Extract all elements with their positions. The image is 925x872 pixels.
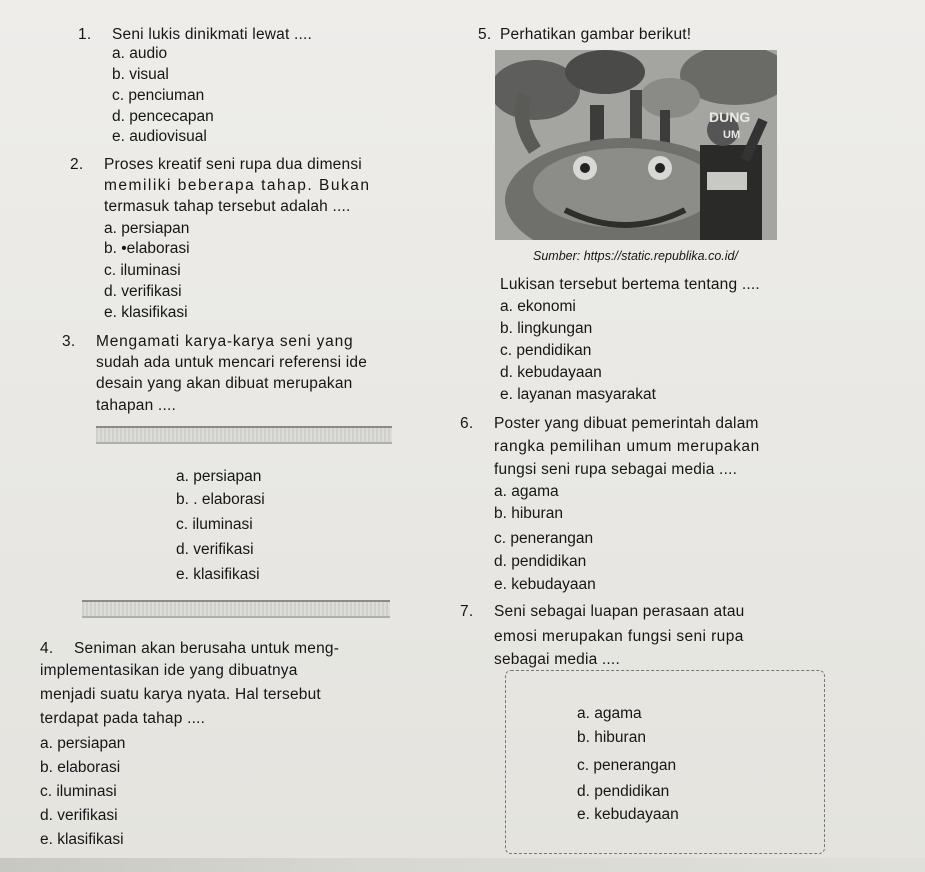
q2-option-b: b. •elaborasi <box>104 240 190 257</box>
q2-option-d: d. verifikasi <box>104 283 182 300</box>
q4-line-2: implementasikan ide yang dibuatnya <box>40 662 298 679</box>
q2-line-3: termasuk tahap tersebut adalah .... <box>104 198 351 215</box>
q3-line-2: sudah ada untuk mencari referensi ide <box>96 354 368 371</box>
q2-option-e: e. klasifikasi <box>104 304 188 321</box>
page-bottom-edge <box>0 858 925 872</box>
q5-option-c: c. pendidikan <box>500 342 592 359</box>
q4-line-3: menjadi suatu karya nyata. Hal tersebut <box>40 686 321 703</box>
q2-line-1: Proses kreatif seni rupa dua dimensi <box>104 156 362 173</box>
q5-option-d: d. kebudayaan <box>500 364 602 381</box>
q3-number: 3. <box>62 333 76 350</box>
q2-option-a: a. persiapan <box>104 220 190 237</box>
q3-option-e: e. klasifikasi <box>176 566 260 583</box>
q4-line-1: Seniman akan berusaha untuk meng- <box>74 640 340 657</box>
q1-option-d: d. pencecapan <box>112 108 214 125</box>
q1-text: Seni lukis dinikmati lewat .... <box>112 26 313 43</box>
q6-option-d: d. pendidikan <box>494 553 587 570</box>
q3-line-3: desain yang akan dibuat merupakan <box>96 375 353 392</box>
q3-option-a: a. persiapan <box>176 468 262 485</box>
q5-source: Sumber: https://static.republika.co.id/ <box>533 249 738 263</box>
q3-line-1: Mengamati karya-karya seni yang <box>96 333 354 350</box>
q5-question: Lukisan tersebut bertema tentang .... <box>500 276 760 293</box>
q1-number: 1. <box>78 26 92 43</box>
painting-illustration <box>495 50 777 240</box>
q7-option-e: e. kebudayaan <box>577 806 679 823</box>
q7-option-d: d. pendidikan <box>577 783 670 800</box>
q2-line-2: memiliki beberapa tahap. Bukan <box>104 177 371 194</box>
poster-sign-line-1: DUNG <box>709 109 751 125</box>
q4-option-c: c. iluminasi <box>40 783 117 800</box>
q4-number: 4. <box>40 640 54 657</box>
q4-option-d: d. verifikasi <box>40 807 118 824</box>
q5-option-a: a. ekonomi <box>500 298 576 315</box>
q6-number: 6. <box>460 415 474 432</box>
q5-text: Perhatikan gambar berikut! <box>500 26 692 43</box>
q2-option-c: c. iluminasi <box>104 262 181 279</box>
answer-bar-top <box>96 426 392 444</box>
q7-option-a: a. agama <box>577 705 642 722</box>
q7-line-3: sebagai media .... <box>494 651 620 668</box>
q2-number: 2. <box>70 156 84 173</box>
q1-option-a: a. audio <box>112 45 168 62</box>
poster-sign-line-2: UM <box>723 129 741 141</box>
q6-option-a: a. agama <box>494 483 559 500</box>
q1-option-e: e. audiovisual <box>112 128 207 145</box>
q4-line-4: terdapat pada tahap .... <box>40 710 206 727</box>
q6-option-e: e. kebudayaan <box>494 576 596 593</box>
q6-option-b: b. hiburan <box>494 505 563 522</box>
q7-number: 7. <box>460 603 474 620</box>
q1-option-c: c. penciuman <box>112 87 205 104</box>
q7-line-1: Seni sebagai luapan perasaan atau <box>494 603 745 620</box>
q3-line-4: tahapan .... <box>96 397 176 414</box>
q7-line-2: emosi merupakan fungsi seni rupa <box>494 628 744 645</box>
q6-line-3: fungsi seni rupa sebagai media .... <box>494 461 738 478</box>
q6-line-2: rangka pemilihan umum merupakan <box>494 438 760 455</box>
q3-option-d: d. verifikasi <box>176 541 254 558</box>
q6-option-c: c. penerangan <box>494 530 594 547</box>
q4-option-a: a. persiapan <box>40 735 126 752</box>
q5-number: 5. <box>478 26 492 43</box>
q3-option-c: c. iluminasi <box>176 516 253 533</box>
q5-option-e: e. layanan masyarakat <box>500 386 656 403</box>
q1-option-b: b. visual <box>112 66 169 83</box>
q7-option-b: b. hiburan <box>577 729 646 746</box>
q5-option-b: b. lingkungan <box>500 320 593 337</box>
q7-option-c: c. penerangan <box>577 757 677 774</box>
q4-option-b: b. elaborasi <box>40 759 121 776</box>
q6-line-1: Poster yang dibuat pemerintah dalam <box>494 415 759 432</box>
answer-bar-bottom <box>82 600 390 618</box>
q3-option-b: b. . elaborasi <box>176 491 265 508</box>
q4-option-e: e. klasifikasi <box>40 831 124 848</box>
painting-image <box>495 50 777 240</box>
